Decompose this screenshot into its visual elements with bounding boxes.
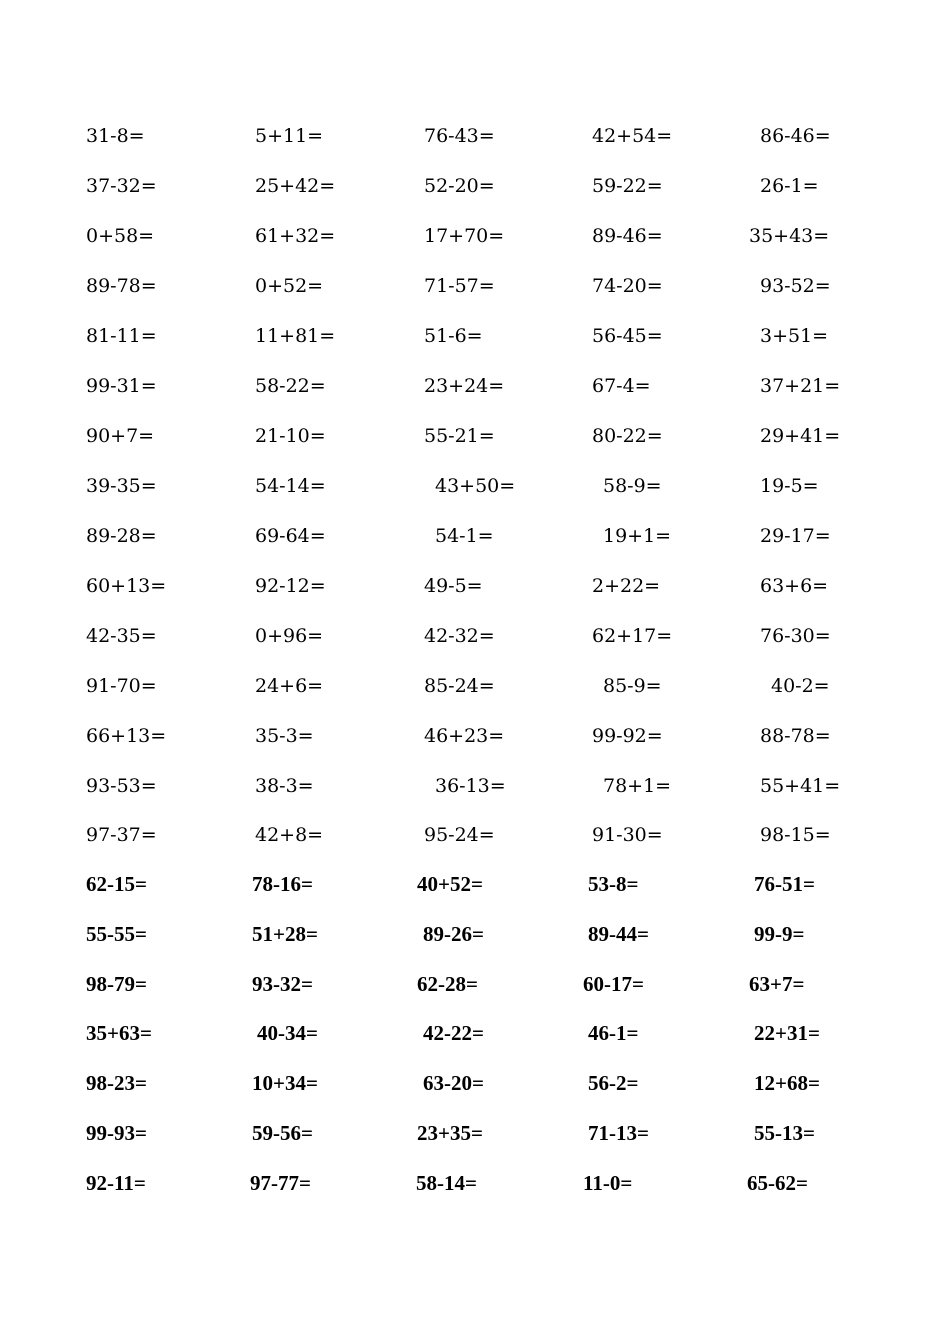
math-problem: 5+11=	[255, 125, 324, 147]
math-problem: 92-11=	[86, 1171, 146, 1195]
math-problem: 42-32=	[424, 625, 495, 647]
math-problem: 55-21=	[424, 425, 495, 447]
math-problem: 98-79=	[86, 972, 147, 996]
math-problem: 10+34=	[252, 1071, 318, 1095]
math-problem: 91-30=	[592, 824, 663, 846]
math-problem: 93-53=	[86, 775, 157, 797]
math-problem: 67-4=	[592, 375, 651, 397]
math-problem: 40+52=	[417, 872, 483, 896]
problem-row	[0, 466, 950, 506]
math-problem: 56-2=	[588, 1071, 639, 1095]
math-problem: 63-20=	[423, 1071, 484, 1095]
math-problem: 74-20=	[592, 275, 663, 297]
math-problem: 76-30=	[760, 625, 831, 647]
math-problem: 99-31=	[86, 375, 157, 397]
math-problem: 59-22=	[592, 175, 663, 197]
math-problem: 55-55=	[86, 922, 147, 946]
problem-row	[0, 516, 950, 556]
math-problem: 37+21=	[760, 375, 841, 397]
math-problem: 98-15=	[760, 824, 831, 846]
math-problem: 2+22=	[592, 575, 661, 597]
math-problem: 38-3=	[255, 775, 314, 797]
problem-row	[0, 266, 950, 306]
math-problem: 31-8=	[86, 125, 145, 147]
math-problem: 60+13=	[86, 575, 167, 597]
math-problem: 76-51=	[754, 872, 815, 896]
math-problem: 51-6=	[424, 325, 483, 347]
problem-row	[0, 1063, 950, 1103]
math-problem: 0+96=	[255, 625, 324, 647]
problem-row	[0, 1163, 950, 1203]
math-problem: 62-15=	[86, 872, 147, 896]
math-problem: 51+28=	[252, 922, 318, 946]
math-problem: 25+42=	[255, 175, 336, 197]
math-problem: 60-17=	[583, 972, 644, 996]
math-problem: 71-57=	[424, 275, 495, 297]
problem-row	[0, 566, 950, 606]
math-problem: 39-35=	[86, 475, 157, 497]
math-problem: 93-52=	[760, 275, 831, 297]
math-problem: 35-3=	[255, 725, 314, 747]
math-problem: 81-11=	[86, 325, 157, 347]
math-problem: 53-8=	[588, 872, 639, 896]
math-problem: 43+50=	[435, 475, 516, 497]
math-problem: 89-44=	[588, 922, 649, 946]
math-problem: 58-14=	[416, 1171, 477, 1195]
math-problem: 42+54=	[592, 125, 673, 147]
math-problem: 49-5=	[424, 575, 483, 597]
math-problem: 85-24=	[424, 675, 495, 697]
math-problem: 40-34=	[257, 1021, 318, 1045]
math-problem: 21-10=	[255, 425, 326, 447]
problem-row	[0, 1013, 950, 1053]
problem-row	[0, 666, 950, 706]
math-problem: 62+17=	[592, 625, 673, 647]
math-problem: 71-13=	[588, 1121, 649, 1145]
problem-row	[0, 1113, 950, 1153]
math-problem: 61+32=	[255, 225, 336, 247]
math-problem: 54-14=	[255, 475, 326, 497]
math-problem: 76-43=	[424, 125, 495, 147]
math-problem: 89-78=	[86, 275, 157, 297]
math-problem: 69-64=	[255, 525, 326, 547]
math-problem: 58-9=	[603, 475, 662, 497]
problem-row	[0, 416, 950, 456]
problem-row	[0, 914, 950, 954]
math-problem: 99-92=	[592, 725, 663, 747]
math-problem: 24+6=	[255, 675, 324, 697]
math-problem: 62-28=	[417, 972, 478, 996]
math-problem: 36-13=	[435, 775, 506, 797]
math-problem: 55-13=	[754, 1121, 815, 1145]
math-problem: 85-9=	[603, 675, 662, 697]
math-problem: 19+1=	[603, 525, 672, 547]
math-problem: 88-78=	[760, 725, 831, 747]
problem-row	[0, 815, 950, 855]
problem-row	[0, 766, 950, 806]
math-problem: 29+41=	[760, 425, 841, 447]
math-problem: 40-2=	[771, 675, 830, 697]
math-problem: 29-17=	[760, 525, 831, 547]
math-problem: 89-46=	[592, 225, 663, 247]
math-problem: 90+7=	[86, 425, 155, 447]
math-problem: 97-37=	[86, 824, 157, 846]
math-problem: 98-23=	[86, 1071, 147, 1095]
math-problem: 0+58=	[86, 225, 155, 247]
math-problem: 78+1=	[603, 775, 672, 797]
math-problem: 89-28=	[86, 525, 157, 547]
math-problem: 91-70=	[86, 675, 157, 697]
math-problem: 37-32=	[86, 175, 157, 197]
math-problem: 78-16=	[252, 872, 313, 896]
math-problem: 97-77=	[250, 1171, 311, 1195]
math-problem: 3+51=	[760, 325, 829, 347]
math-problem: 46+23=	[424, 725, 505, 747]
problem-row	[0, 366, 950, 406]
problem-row	[0, 166, 950, 206]
math-problem: 17+70=	[424, 225, 505, 247]
math-problem: 80-22=	[592, 425, 663, 447]
problem-row	[0, 616, 950, 656]
problem-row	[0, 316, 950, 356]
problem-row	[0, 864, 950, 904]
problem-row	[0, 116, 950, 156]
problem-row	[0, 216, 950, 256]
math-problem: 23+24=	[424, 375, 505, 397]
math-problem: 63+7=	[749, 972, 805, 996]
math-problem: 12+68=	[754, 1071, 820, 1095]
math-problem: 52-20=	[424, 175, 495, 197]
math-problem: 92-12=	[255, 575, 326, 597]
math-problem: 42-35=	[86, 625, 157, 647]
math-problem: 99-9=	[754, 922, 805, 946]
math-problem: 11-0=	[583, 1171, 633, 1195]
math-problem: 89-26=	[423, 922, 484, 946]
problem-row	[0, 964, 950, 1004]
math-problem: 55+41=	[760, 775, 841, 797]
math-problem: 65-62=	[747, 1171, 808, 1195]
math-problem: 42+8=	[255, 824, 324, 846]
math-problem: 11+81=	[255, 325, 336, 347]
math-problem: 42-22=	[423, 1021, 484, 1045]
math-problem: 35+43=	[749, 225, 830, 247]
math-problem: 46-1=	[588, 1021, 639, 1045]
problem-row	[0, 716, 950, 756]
math-problem: 22+31=	[754, 1021, 820, 1045]
math-problem: 95-24=	[424, 824, 495, 846]
math-problem: 66+13=	[86, 725, 167, 747]
math-problem: 56-45=	[592, 325, 663, 347]
math-problem: 0+52=	[255, 275, 324, 297]
math-problem: 63+6=	[760, 575, 829, 597]
math-problem: 99-93=	[86, 1121, 147, 1145]
math-problem: 93-32=	[252, 972, 313, 996]
math-problem: 54-1=	[435, 525, 494, 547]
math-problem: 19-5=	[760, 475, 819, 497]
math-problem: 86-46=	[760, 125, 831, 147]
math-problem: 26-1=	[760, 175, 819, 197]
math-problem: 58-22=	[255, 375, 326, 397]
math-problem: 59-56=	[252, 1121, 313, 1145]
math-problem: 35+63=	[86, 1021, 152, 1045]
math-problem: 23+35=	[417, 1121, 483, 1145]
